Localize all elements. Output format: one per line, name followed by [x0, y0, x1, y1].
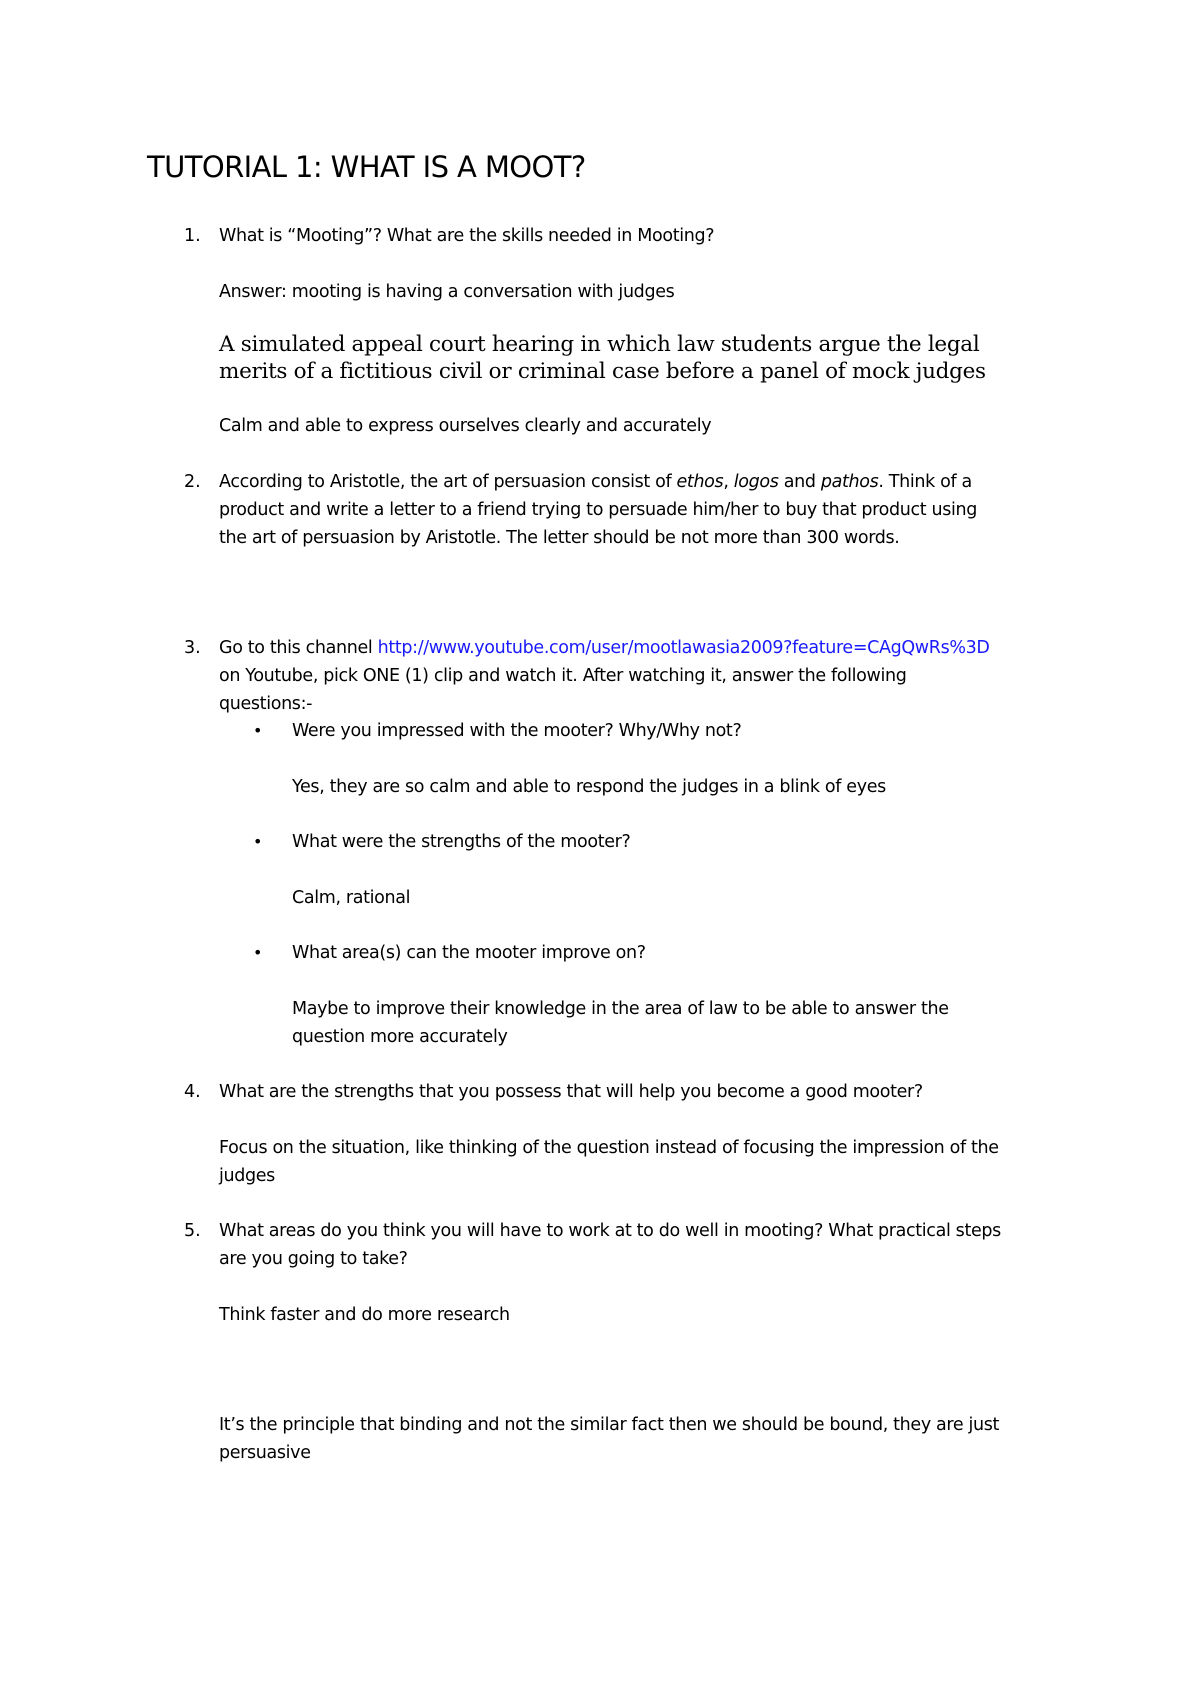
q3-line-2: on Youtube, pick ONE (1) clip and watch it. After watching it, answer the following	[219, 666, 907, 686]
q1-definition-line-2: merits of a fictitious civil or criminal case before a panel of mock judges	[219, 359, 986, 384]
q4-number: 4.	[184, 1082, 201, 1102]
q2-comma: ,	[723, 472, 734, 492]
q3-bullet-1-question: Were you impressed with the mooter? Why/Why not?	[292, 721, 742, 741]
q1-answer: Answer: mooting is having a conversation with judges	[219, 282, 675, 302]
q3-line-1	[219, 637, 990, 659]
closing-note-line-1: It’s the principle that binding and not the similar fact then we should be bound, they are just	[219, 1415, 1000, 1435]
q3-bullet-2-question: What were the strengths of the mooter?	[292, 832, 631, 852]
q2-ethos: ethos	[676, 472, 724, 492]
q3-bullet-3-question: What area(s) can the mooter improve on?	[292, 943, 646, 963]
youtube-channel-link[interactable]: http://www.youtube.com/user/mootlawasia2009?feature=CAgQwRs%3D	[377, 638, 990, 658]
q4-answer-line-1: Focus on the situation, like thinking of the question instead of focusing the impression of the	[219, 1138, 999, 1158]
q5-question-line-2: are you going to take?	[219, 1249, 408, 1269]
q3-line-3: questions:-	[219, 694, 313, 714]
q2-line-3: the art of persuasion by Aristotle. The letter should be not more than 300 words.	[219, 528, 900, 548]
bullet-icon: •	[253, 943, 263, 962]
q3-bullet-3-answer-line-2: question more accurately	[292, 1027, 508, 1047]
q4-question: What are the strengths that you possess that will help you become a good mooter?	[219, 1082, 923, 1102]
q3-bullet-1-answer: Yes, they are so calm and able to respond the judges in a blink of eyes	[292, 777, 886, 797]
q2-line-1-pre: According to Aristotle, the art of persuasion consist of	[219, 472, 677, 492]
document-title: TUTORIAL 1: WHAT IS A MOOT?	[147, 150, 586, 184]
q5-answer: Think faster and do more research	[219, 1305, 510, 1325]
q4-answer-line-2: judges	[219, 1166, 275, 1186]
q2-logos: logos	[733, 472, 779, 492]
q2-number: 2.	[184, 472, 201, 492]
q1-definition-line-1: A simulated appeal court hearing in which law students argue the legal	[219, 332, 980, 357]
bullet-icon: •	[253, 832, 263, 851]
q5-number: 5.	[184, 1221, 201, 1241]
closing-note-line-2: persuasive	[219, 1443, 311, 1463]
q3-number: 3.	[184, 638, 201, 658]
q2-pathos: pathos	[820, 472, 879, 492]
q2-line-2: product and write a letter to a friend trying to persuade him/her to buy that product using	[219, 500, 978, 520]
q1-number: 1.	[184, 226, 201, 246]
q2-line-1-post: . Think of a	[878, 472, 972, 492]
q2-line-1	[219, 471, 972, 493]
q3-line-1-pre: Go to this channel	[219, 638, 378, 658]
q5-question-line-1: What areas do you think you will have to work at to do well in mooting? What practical steps	[219, 1221, 1001, 1241]
q1-skills-answer: Calm and able to express ourselves clearly and accurately	[219, 416, 712, 436]
q1-question: What is “Mooting”? What are the skills needed in Mooting?	[219, 226, 715, 246]
q3-bullet-2-answer: Calm, rational	[292, 888, 411, 908]
bullet-icon: •	[253, 721, 263, 740]
q2-and: and	[778, 472, 821, 492]
q3-bullet-3-answer-line-1: Maybe to improve their knowledge in the area of law to be able to answer the	[292, 999, 949, 1019]
